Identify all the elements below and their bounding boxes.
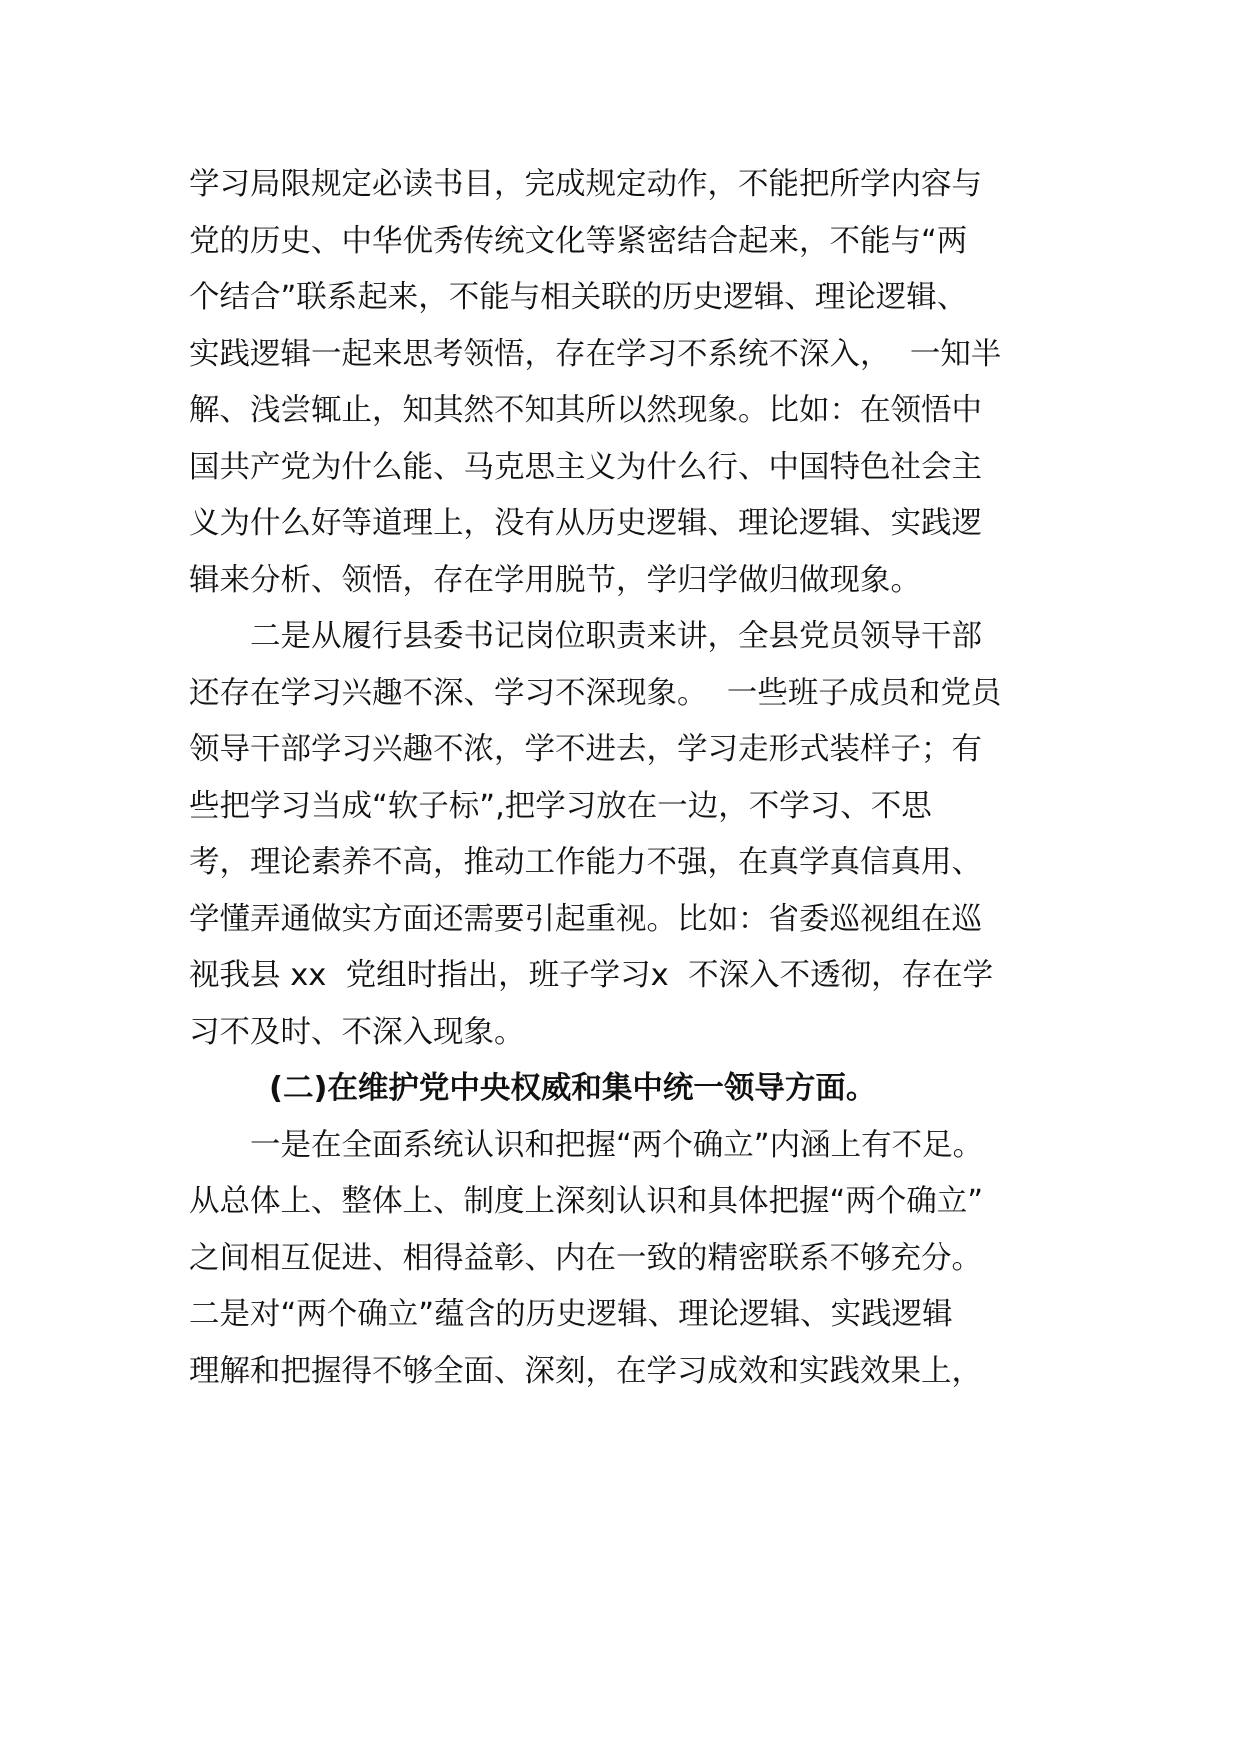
text-line: 学习局限规定必读书目，完成规定动作，不能把所学内容与 bbox=[189, 167, 982, 202]
text-line: 个结合”联系起来，不能与相关联的历史逻辑、理论逻辑、 bbox=[189, 280, 968, 315]
text-line: 实践逻辑一起来思考领悟，存在学习不系统不深入， 一知半 bbox=[189, 336, 1002, 372]
text-line: 党的历史、中华优秀传统文化等紧密结合起来，不能与“两 bbox=[189, 223, 968, 259]
text-line: 还存在学习兴趣不深、学习不深现象。 一些班子成员和党员 bbox=[189, 675, 1002, 711]
text-line: 辑来分析、领悟，存在学用脱节，学归学做归做现象。 bbox=[189, 562, 921, 598]
text-line: 视我县 xx 党组时指出，班子学习x 不深入不透彻，存在学 bbox=[189, 958, 994, 993]
text-line: 学懂弄通做实方面还需要引起重视。比如：省委巡视组在巡 bbox=[189, 901, 982, 937]
text-line: 之间相互促进、相得益彰、内在一致的精密联系不够充分。 bbox=[189, 1240, 982, 1276]
text-line: 考，理论素养不高，推动工作能力不强，在真学真信真用、 bbox=[189, 845, 982, 880]
text-line: 解、浅尝辄止，知其然不知其所以然现象。比如：在领悟中 bbox=[189, 393, 982, 428]
text-line: 国共产党为什么能、马克思主义为什么行、中国特色社会主 bbox=[189, 449, 982, 485]
paragraph-start-line: 二是从履行县委书记岗位职责来讲，全县党员领导干部 bbox=[250, 619, 982, 654]
text-line: 从总体上、整体上、制度上深刻认识和具体把握“两个确立” bbox=[189, 1184, 984, 1219]
text-line: 领导干部学习兴趣不浓，学不进去，学习走形式装样子；有 bbox=[189, 732, 982, 767]
text-line: 些把学习当成“软子标”,把学习放在一边，不学习、不思 bbox=[189, 788, 932, 824]
text-line: 义为什么好等道理上，没有从历史逻辑、理论逻辑、实践逻 bbox=[189, 506, 982, 541]
text-line: 理解和把握得不够全面、深刻，在学习成效和实践效果上， bbox=[189, 1353, 982, 1389]
text-line: 习不及时、不深入现象。 bbox=[189, 1014, 525, 1050]
section-heading: (二)在维护党中央权威和集中统一领导方面。 bbox=[269, 1071, 877, 1106]
document-body bbox=[189, 157, 1069, 1400]
text-line: 二是对“两个确立”蕴含的历史逻辑、理论逻辑、实践逻辑 bbox=[189, 1297, 953, 1332]
paragraph-start-line: 一是在全面系统认识和把握“两个确立”内涵上有不足。 bbox=[250, 1127, 984, 1163]
